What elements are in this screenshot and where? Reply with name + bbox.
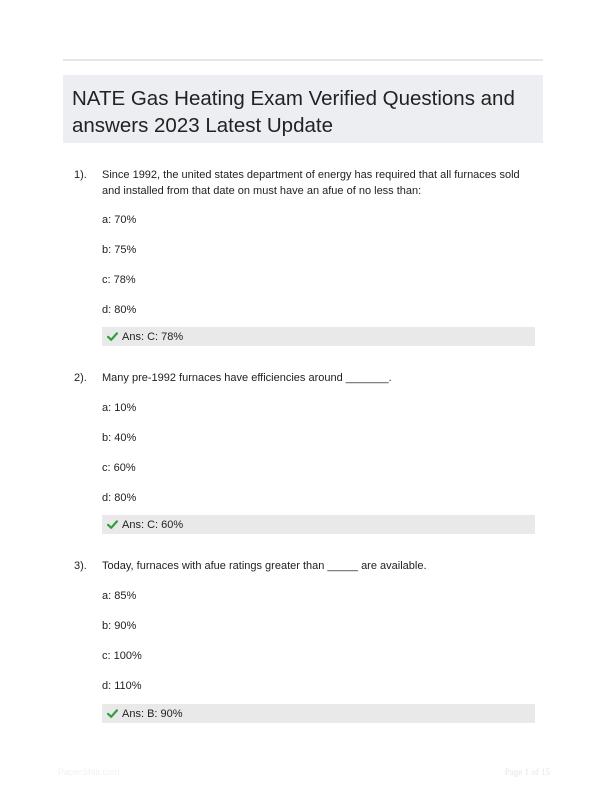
- answer-bar: [102, 327, 535, 346]
- answer-text: Ans: C: 60%: [122, 518, 184, 531]
- page-number: Page 1 of 15: [504, 767, 550, 777]
- option-b: b: 90%: [102, 620, 137, 632]
- answer-text: Ans: C: 78%: [122, 330, 184, 343]
- document-title: NATE Gas Heating Exam Verified Questions and answers 2023 Latest Update: [72, 87, 515, 137]
- check-icon: [107, 519, 118, 530]
- title-banner: [63, 75, 543, 143]
- option-b: b: 75%: [102, 244, 137, 256]
- question-number: 3).: [74, 560, 87, 572]
- option-c: c: 100%: [102, 650, 142, 662]
- answer-text: Ans: B: 90%: [122, 707, 183, 720]
- option-a: a: 10%: [102, 402, 137, 414]
- top-divider: [63, 59, 543, 61]
- option-a: a: 85%: [102, 590, 137, 602]
- footer-watermark: PaperSfair.com: [58, 767, 120, 777]
- option-b: b: 40%: [102, 432, 137, 444]
- option-a: a: 70%: [102, 214, 137, 226]
- option-d: d: 110%: [102, 680, 142, 692]
- check-icon: [107, 708, 118, 719]
- question-text: Since 1992, the united states department of energy has required that all furnaces sold and installed from that date on must have an afue of no less than:: [102, 169, 520, 197]
- question-number: 1).: [74, 169, 87, 181]
- check-icon: [107, 331, 118, 342]
- option-d: d: 80%: [102, 304, 137, 316]
- question-text: Many pre-1992 furnaces have efficiencies around _______.: [102, 372, 392, 384]
- option-c: c: 78%: [102, 274, 136, 286]
- option-d: d: 80%: [102, 492, 137, 504]
- question-number: 2).: [74, 372, 87, 384]
- option-c: c: 60%: [102, 462, 136, 474]
- answer-bar: [102, 515, 535, 534]
- answer-bar: [102, 704, 535, 723]
- question-text: Today, furnaces with afue ratings greater than _____ are available.: [102, 560, 427, 572]
